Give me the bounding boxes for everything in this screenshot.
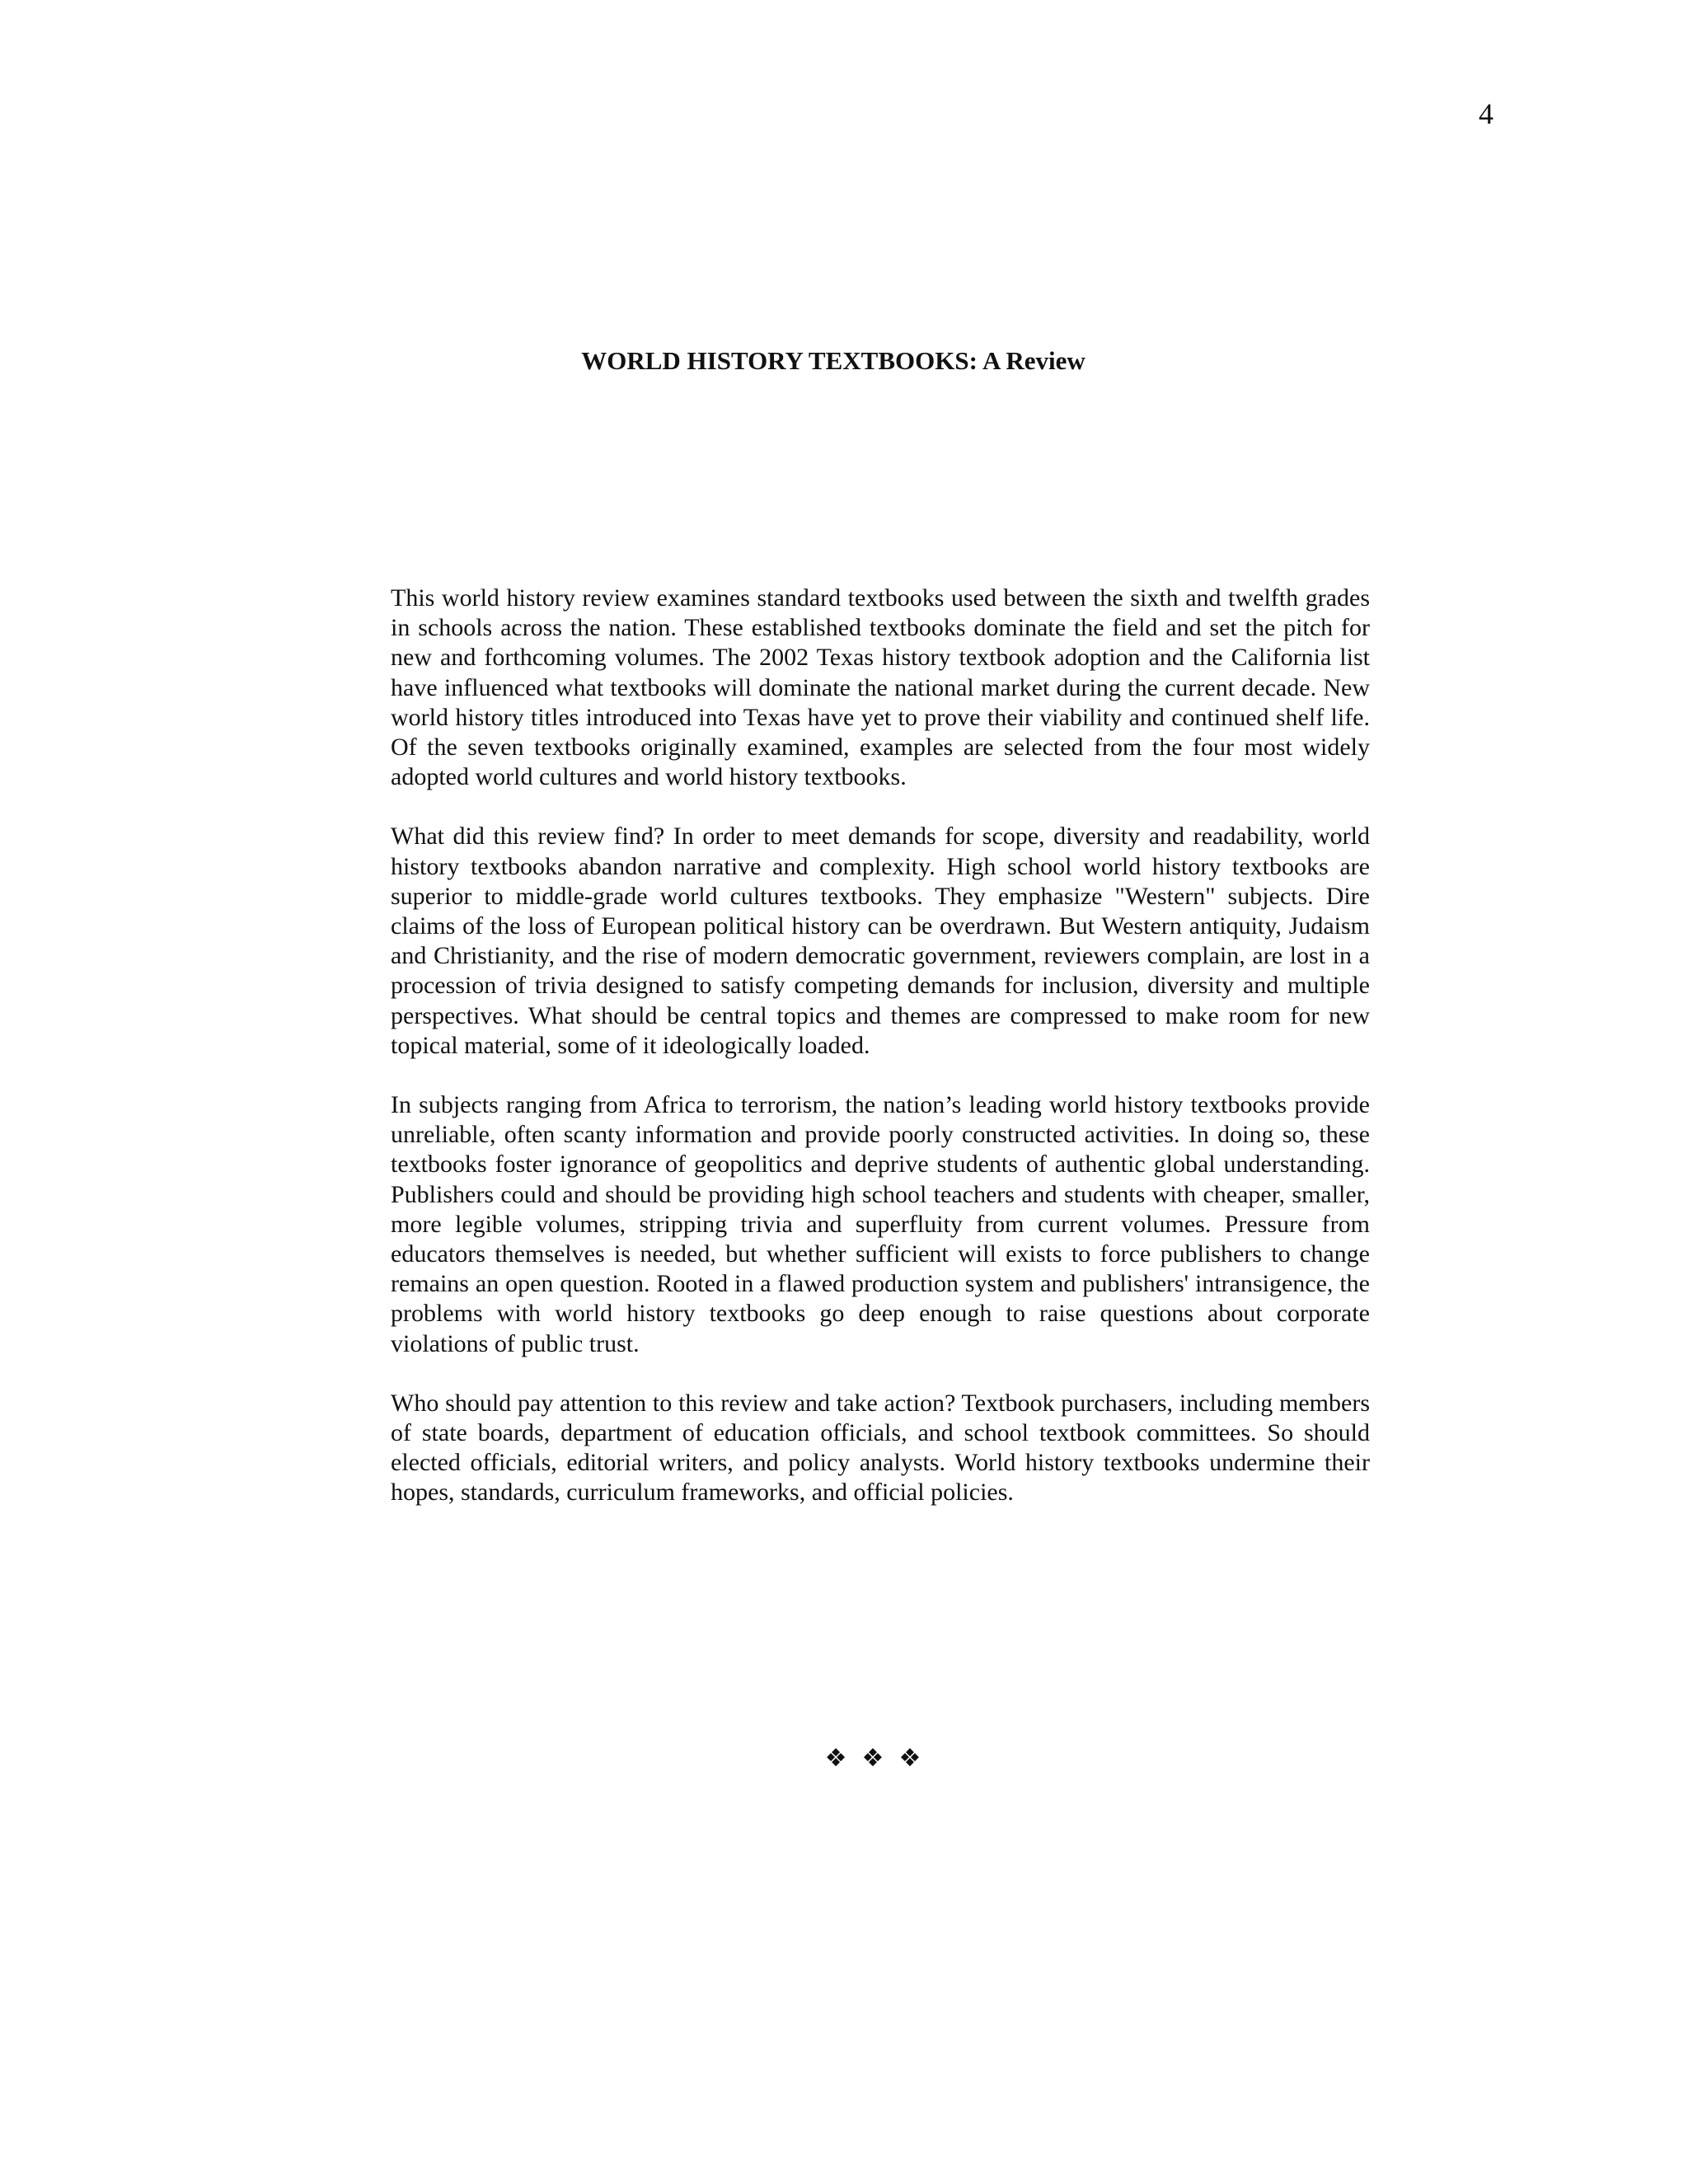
- document-title: WORLD HISTORY TEXTBOOKS: A Review: [581, 346, 1085, 375]
- paragraph-intro: This world history review examines standard textbooks used between the sixth and twelfth grades in schools across the nation. These established textbooks dominate the field and set the pitch for new and forthcoming volumes. The 2002 Texas history textbook adoption and the California list have influenced what textbooks will dominate the national market during the current decade. New world history titles introduced into Texas have yet to prove their viability and continued shelf life. Of the seven textbooks originally examined, examples are selected from the four most widely adopted world cultures and world history textbooks.: [391, 584, 1370, 791]
- page-number: 4: [1479, 97, 1493, 130]
- section-end-ornament: ❖❖❖: [824, 1744, 936, 1773]
- paragraph-audience: Who should pay attention to this review and take action? Textbook purchasers, including members of state boards, department of education officials, and school textbook committees. So should elected officials, editorial writers, and policy analysts. World history textbooks undermine their hopes, standards, curriculum frameworks, and official policies.: [391, 1389, 1370, 1507]
- paragraph-problems: In subjects ranging from Africa to terrorism, the nation’s leading world history textbooks provide unreliable, often scanty information and provide poorly constructed activities. In doing so, these textbooks foster ignorance of geopolitics and deprive students of authentic global understanding. Publishers could and should be providing high school teachers and students with cheaper, smaller, more legible volumes, stripping trivia and superfluity from current volumes. Pressure from educators themselves is needed, but whether sufficient will exists to force publishers to change remains an open question. Rooted in a flawed production system and publishers' intransigence, the problems with world history textbooks go deep enough to raise questions about corporate violations of public trust.: [391, 1091, 1370, 1357]
- body-text: [391, 583, 1370, 1538]
- paragraph-findings: What did this review find? In order to meet demands for scope, diversity and readability, world history textbooks abandon narrative and complexity. High school world history textbooks are superior to middle-grade world cultures textbooks. They emphasize "Western" subjects. Dire claims of the loss of European political history can be overdrawn. But Western antiquity, Judaism and Christianity, and the rise of modern democratic government, reviewers complain, are lost in a procession of trivia designed to satisfy competing demands for inclusion, diversity and multiple perspectives. What should be central topics and themes are compressed to make room for new topical material, some of it ideologically loaded.: [391, 823, 1370, 1059]
